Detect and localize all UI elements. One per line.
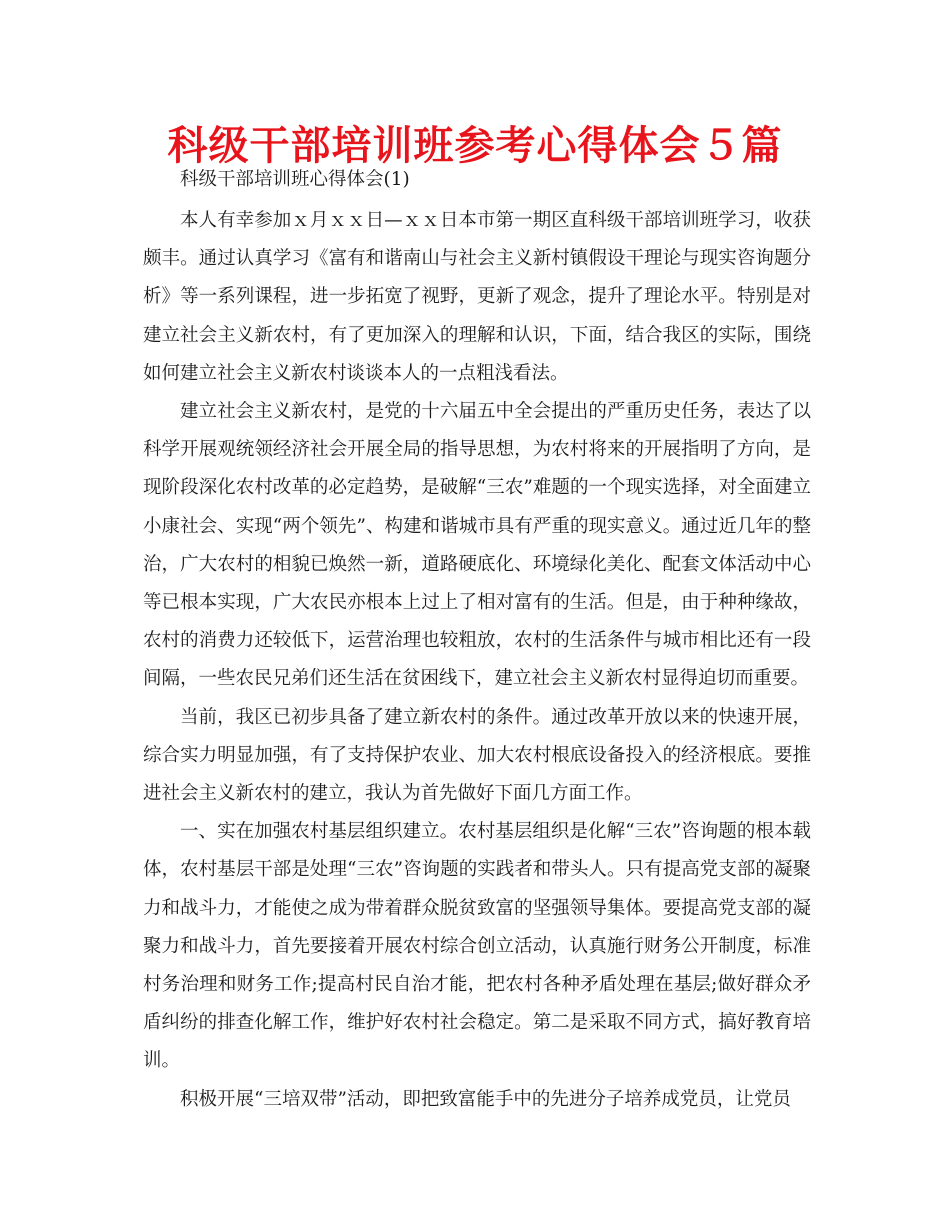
paragraph: 本人有幸参加ｘ月ｘｘ日—ｘｘ日本市第一期区直科级干部培训班学习，收获颇丰。通过认真学习《富有和谐南山与社会主义新村镇假设干理论与现实咨询题分析》等一系列课程，进一步拓宽了视野，更新了观念，提升了理论水平。特别是对建立社会主义新农村，有了更加深入的理解和认识，下面，结合我区的实际，围绕如何建立社会主义新农村谈谈本人的一点粗浅看法。 (143, 210, 811, 384)
section-subtitle: 科级干部培训班心得体会(1) (180, 169, 410, 190)
document-body (143, 164, 811, 1119)
document-title: 科级干部培训班参考心得体会５篇 (167, 123, 783, 169)
paragraph: 当前，我区已初步具备了建立新农村的条件。通过改革开放以来的快速开展，综合实力明显加强，有了支持保护农业、加大农村根底设备投入的经济根底。要推进社会主义新农村的建立，我认为首先做好下面几方面工作。 (143, 706, 811, 805)
paragraph: 积极开展“三培双带”活动，即把致富能手中的先进分子培养成党员，让党员 (180, 1088, 791, 1110)
paragraph: 一、实在加强农村基层组织建立。农村基层组织是化解“三农”咨询题的根本载体，农村基层干部是处理“三农”咨询题的实践者和带头人。只有提高党支部的凝聚力和战斗力，才能使之成为带着群众脱贫致富的坚强领导集体。要提高党支部的凝聚力和战斗力，首先要接着开展农村综合创立活动，认真施行财务公开制度，标准村务治理和财务工作;提高村民自治才能，把农村各种矛盾处理在基层;做好群众矛盾纠纷的排查化解工作，维护好农村社会稳定。第二是采取不同方式，搞好教育培训。 (143, 821, 811, 1072)
paragraph: 建立社会主义新农村，是党的十六届五中全会提出的严重历史任务，表达了以科学开展观统领经济社会开展全局的指导思想，为农村将来的开展指明了方向，是现阶段深化农村改革的必定趋势，是破解“三农”难题的一个现实选择，对全面建立小康社会、实现“两个领先”、构建和谐城市具有严重的现实意义。通过近几年的整治，广大农村的相貌已焕然一新，道路硬底化、环境绿化美化、配套文体活动中心等已根本实现，广大农民亦根本上过上了相对富有的生活。但是，由于种种缘故，农村的消费力还较低下，运营治理也较粗放，农村的生活条件与城市相比还有一段间隔，一些农民兄弟们还生活在贫困线下，建立社会主义新农村显得迫切而重要。 (143, 401, 811, 690)
